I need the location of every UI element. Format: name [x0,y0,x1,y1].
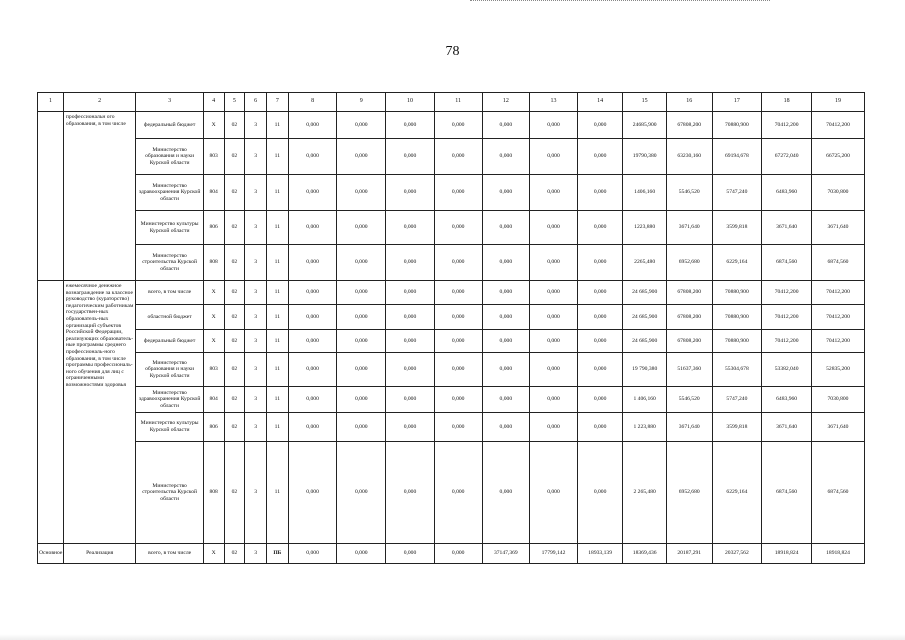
table-cell: 0,000 [530,330,578,353]
table-cell: 0,000 [386,305,435,330]
table-cell: 0,000 [530,245,578,281]
column-number: 17 [712,93,762,112]
table-cell: 02 [224,353,245,387]
table-cell: 0,000 [530,305,578,330]
table-cell: 2265,480 [623,245,667,281]
column-number: 9 [337,93,386,112]
table-cell: 0,000 [530,211,578,245]
source-label: Министерство культуры Курской области [136,211,203,245]
column-number: 13 [530,93,578,112]
table-cell: 6483,960 [762,387,812,413]
table-cell: 2 265,480 [623,442,667,544]
table-cell: 11 [266,442,288,544]
table-cell: 0,000 [386,175,435,211]
table-cell: 63230,160 [666,139,712,175]
column-number: 7 [266,93,288,112]
table-cell: 0,000 [482,245,530,281]
table-cell: 51637,360 [666,353,712,387]
table-cell: 0,000 [530,413,578,442]
table-cell: 70412,200 [762,330,812,353]
table-cell: 0,000 [386,544,435,564]
table-cell: 0,000 [337,387,386,413]
table-cell: 11 [266,281,288,305]
source-label: Министерство здравоохранения Курской области [136,175,203,211]
column-number: 2 [63,93,136,112]
table-cell: 3 [245,330,267,353]
table-cell: 19 790,380 [623,353,667,387]
source-label: Министерство образования и науки Курской области [136,353,203,387]
column-number: 19 [811,93,864,112]
table-cell: 0,000 [337,245,386,281]
table-cell: 3 [245,112,267,139]
table-cell: 0,000 [482,330,530,353]
table-cell: 1 223,880 [623,413,667,442]
table-cell: X [203,281,224,305]
table-row [38,175,865,211]
program-code: ПБ [266,544,288,564]
table-cell: 804 [203,387,224,413]
table-cell: 55304,678 [712,353,762,387]
source-label: федеральный бюджет [136,330,203,353]
table-cell: 67272,040 [762,139,812,175]
table-row-main [38,544,865,564]
table-cell: 3671,640 [762,211,812,245]
table-cell: 66725,200 [811,139,864,175]
column-number: 1 [38,93,64,112]
table-cell: 0,000 [337,211,386,245]
table-cell: 803 [203,139,224,175]
table-cell: 6952,680 [666,442,712,544]
table-cell: 0,000 [577,112,623,139]
table-cell: 5546,520 [666,175,712,211]
table-cell: 0,000 [577,387,623,413]
table-cell: 0,000 [288,211,337,245]
table-cell: 52835,200 [811,353,864,387]
table-cell: 02 [224,544,245,564]
table-cell: 0,000 [337,442,386,544]
table-cell: 0,000 [434,413,482,442]
table-cell: 11 [266,112,288,139]
table-cell: 0,000 [337,353,386,387]
table-cell: 0,000 [482,353,530,387]
table-cell: 02 [224,211,245,245]
table-cell: 3671,640 [666,211,712,245]
table-cell: 0,000 [577,245,623,281]
source-label: Министерство строительства Курской области [136,245,203,281]
table-cell: 0,000 [482,112,530,139]
table-cell: 70412,200 [811,330,864,353]
column-number: 5 [224,93,245,112]
table-cell: 0,000 [530,353,578,387]
table-cell: 18918,824 [762,544,812,564]
table-cell: 0,000 [288,112,337,139]
table-cell: 0,000 [337,544,386,564]
table-cell: 6952,680 [666,245,712,281]
table-row [38,245,865,281]
column-number: 14 [577,93,623,112]
table-cell: 804 [203,175,224,211]
table-cell: 1223,880 [623,211,667,245]
table-cell: 3 [245,387,267,413]
table-cell: 0,000 [386,330,435,353]
table-cell: 3 [245,353,267,387]
table-cell: 0,000 [288,330,337,353]
source-label: областной бюджет [136,305,203,330]
table-cell: 3 [245,442,267,544]
table-cell: 18918,824 [811,544,864,564]
table-cell: 02 [224,175,245,211]
table-cell: 70880,900 [712,281,762,305]
table-cell: 6874,560 [762,442,812,544]
table-cell: 3671,640 [762,413,812,442]
table-cell: 24 685,900 [623,330,667,353]
table-cell: 37147,369 [482,544,530,564]
table-cell: 3 [245,281,267,305]
table-cell: всего, в том числе [136,544,203,564]
activity-label: ежемесячное денежное вознаграждение за классное руководство (кураторство) педагогическим работникам государствен-ных образователь-ных организаций субъектов Российской Федерации, реализующих образователь-ные программы среднего профессиональ-ного образования, в том числе программы профессиональ-ного обучения для лиц с ограниченными возможностями здоровья [63,281,136,544]
table-cell: 0,000 [577,442,623,544]
table-cell: 11 [266,305,288,330]
table-cell: 11 [266,139,288,175]
table-cell: 0,000 [434,442,482,544]
table-cell: 5747,240 [712,387,762,413]
table-cell: 0,000 [337,112,386,139]
table-cell: 24685,900 [623,112,667,139]
table-cell: 0,000 [434,245,482,281]
table-cell: 3671,640 [666,413,712,442]
table-cell: 0,000 [288,387,337,413]
table-cell: 0,000 [577,281,623,305]
table-cell: 0,000 [482,139,530,175]
table-cell: 02 [224,305,245,330]
column-number: 3 [136,93,203,112]
table-cell: 70412,200 [762,281,812,305]
table-cell: 70412,200 [811,281,864,305]
table-cell: 02 [224,387,245,413]
table-cell: 70412,200 [811,305,864,330]
table-cell: 3 [245,544,267,564]
table-row [38,139,865,175]
table-cell: X [203,305,224,330]
table-cell: 6874,560 [811,442,864,544]
table-cell: 5747,240 [712,175,762,211]
table-cell: 02 [224,245,245,281]
table-cell: 3671,640 [811,413,864,442]
table-cell: 11 [266,175,288,211]
table-row [38,442,865,544]
table-cell: 0,000 [577,413,623,442]
column-number: 4 [203,93,224,112]
table-cell: 7030,800 [811,387,864,413]
scan-bottom-edge [0,634,905,640]
table-cell: 0,000 [482,387,530,413]
table-cell: 0,000 [434,330,482,353]
table-cell: 17799,142 [530,544,578,564]
table-cell: 02 [224,139,245,175]
table-cell: 53382,040 [762,353,812,387]
table-cell: 0,000 [386,139,435,175]
table-cell: 0,000 [386,211,435,245]
table-cell: 02 [224,413,245,442]
table-cell: 6874,560 [811,245,864,281]
table-cell: 0,000 [577,330,623,353]
empty-cell [38,281,64,544]
table-cell: 0,000 [577,211,623,245]
table-cell: X [203,112,224,139]
table-cell: 6483,960 [762,175,812,211]
table-cell: 0,000 [482,211,530,245]
table-cell: 0,000 [337,175,386,211]
table-cell: 0,000 [577,175,623,211]
budget-table [37,92,865,564]
table-cell: 69194,678 [712,139,762,175]
table-cell: 0,000 [386,281,435,305]
column-number: 10 [386,93,435,112]
source-label: всего, в том числе [136,281,203,305]
table-cell: 0,000 [386,387,435,413]
table-cell: 11 [266,211,288,245]
table-cell: 5546,520 [666,387,712,413]
table-cell: 11 [266,413,288,442]
scan-top-marks [470,0,770,5]
table-cell: 3 [245,413,267,442]
table-cell: 70412,200 [762,305,812,330]
column-number: 12 [482,93,530,112]
table-cell: 1 406,160 [623,387,667,413]
source-label: федеральный бюджет [136,112,203,139]
table-cell: 3 [245,245,267,281]
column-number: 15 [623,93,667,112]
table-cell: 20327,562 [712,544,762,564]
table-cell: 02 [224,442,245,544]
table-cell: 6229,164 [712,442,762,544]
table-cell: 24 685,900 [623,281,667,305]
table-cell: 18369,436 [623,544,667,564]
table-row [38,112,865,139]
table-cell: 0,000 [434,305,482,330]
table-cell: 70412,200 [811,112,864,139]
table-cell: 67808,200 [666,305,712,330]
table-cell: 19790,380 [623,139,667,175]
table-cell: 18933,139 [577,544,623,564]
page-number: 78 [445,44,460,59]
table-cell: 0,000 [482,442,530,544]
table-cell: 3599,818 [712,413,762,442]
table-cell: 11 [266,353,288,387]
column-number: 8 [288,93,337,112]
column-number: 18 [762,93,812,112]
table-cell: 70880,900 [712,112,762,139]
column-number: 16 [666,93,712,112]
table-cell: 3 [245,305,267,330]
header-row [38,93,865,112]
table-cell: 0,000 [386,413,435,442]
table-cell: 0,000 [337,413,386,442]
table-row [38,413,865,442]
table-cell: 70412,200 [762,112,812,139]
table-cell: 67808,200 [666,281,712,305]
table-cell: 67808,200 [666,112,712,139]
table-cell: 02 [224,330,245,353]
table-row [38,387,865,413]
table-cell: 0,000 [386,442,435,544]
table-cell: 808 [203,442,224,544]
table-cell: 0,000 [434,175,482,211]
table-cell: 0,000 [434,281,482,305]
table-cell: 0,000 [434,387,482,413]
table-cell: 3 [245,139,267,175]
table-row [38,211,865,245]
table-cell: 0,000 [434,544,482,564]
table-cell: 0,000 [530,139,578,175]
table-cell: 0,000 [288,353,337,387]
table-cell: 20187,291 [666,544,712,564]
table-cell: 3 [245,211,267,245]
table-cell: 7030,800 [811,175,864,211]
table-cell: 0,000 [386,112,435,139]
table-cell: 70880,900 [712,305,762,330]
table-cell: 1406,160 [623,175,667,211]
table-cell: 0,000 [288,442,337,544]
table-cell: 0,000 [577,353,623,387]
table-cell: 0,000 [434,211,482,245]
table-cell: 0,000 [386,353,435,387]
table-cell: 806 [203,413,224,442]
source-label: Министерство строительства Курской области [136,442,203,544]
column-number: 11 [434,93,482,112]
table-cell: 0,000 [337,281,386,305]
table-cell: 0,000 [337,139,386,175]
table-cell: 0,000 [482,175,530,211]
table-cell: 0,000 [482,305,530,330]
table-cell: X [203,544,224,564]
table-cell: 0,000 [530,281,578,305]
empty-cell [38,112,64,281]
table-cell: 0,000 [530,175,578,211]
source-label: Министерство культуры Курской области [136,413,203,442]
table-cell: 3599,818 [712,211,762,245]
table-cell: 803 [203,353,224,387]
table-cell: 0,000 [288,544,337,564]
table-row [38,353,865,387]
table-cell: 0,000 [434,353,482,387]
table-cell: 0,000 [577,139,623,175]
table-cell: 0,000 [530,112,578,139]
table-cell: 0,000 [386,245,435,281]
table-cell: Основное [38,544,64,564]
table-cell: 806 [203,211,224,245]
table-cell: 70880,900 [712,330,762,353]
table-cell: 67808,200 [666,330,712,353]
table-cell: 0,000 [434,139,482,175]
table-cell: Реализация [63,544,136,564]
source-label: Министерство здравоохранения Курской области [136,387,203,413]
table-row [38,281,865,305]
table-cell: 0,000 [482,413,530,442]
table-cell: 11 [266,387,288,413]
table-cell: 3 [245,175,267,211]
table-cell: 0,000 [288,281,337,305]
table-cell: 0,000 [288,413,337,442]
table-cell: X [203,330,224,353]
table-cell: 6874,560 [762,245,812,281]
table-cell: 11 [266,330,288,353]
table-cell: 0,000 [434,112,482,139]
column-number: 6 [245,93,267,112]
table-cell: 0,000 [337,305,386,330]
table-row [38,330,865,353]
table-cell: 808 [203,245,224,281]
table-cell: 0,000 [288,305,337,330]
table-cell: 0,000 [482,281,530,305]
table-cell: 0,000 [530,387,578,413]
table-cell: 11 [266,245,288,281]
table-row [38,305,865,330]
table-cell: 3671,640 [811,211,864,245]
table-cell: 0,000 [337,330,386,353]
table-cell: 0,000 [288,139,337,175]
table-cell: 6229,164 [712,245,762,281]
source-label: Министерство образования и науки Курской области [136,139,203,175]
table-cell: 02 [224,112,245,139]
table-cell: 0,000 [288,175,337,211]
table-cell: 0,000 [577,305,623,330]
table-cell: 02 [224,281,245,305]
activity-label: профессиональн ого образования, в том числе [63,112,136,281]
table-cell: 24 685,900 [623,305,667,330]
table-cell: 0,000 [288,245,337,281]
table-cell: 0,000 [530,442,578,544]
